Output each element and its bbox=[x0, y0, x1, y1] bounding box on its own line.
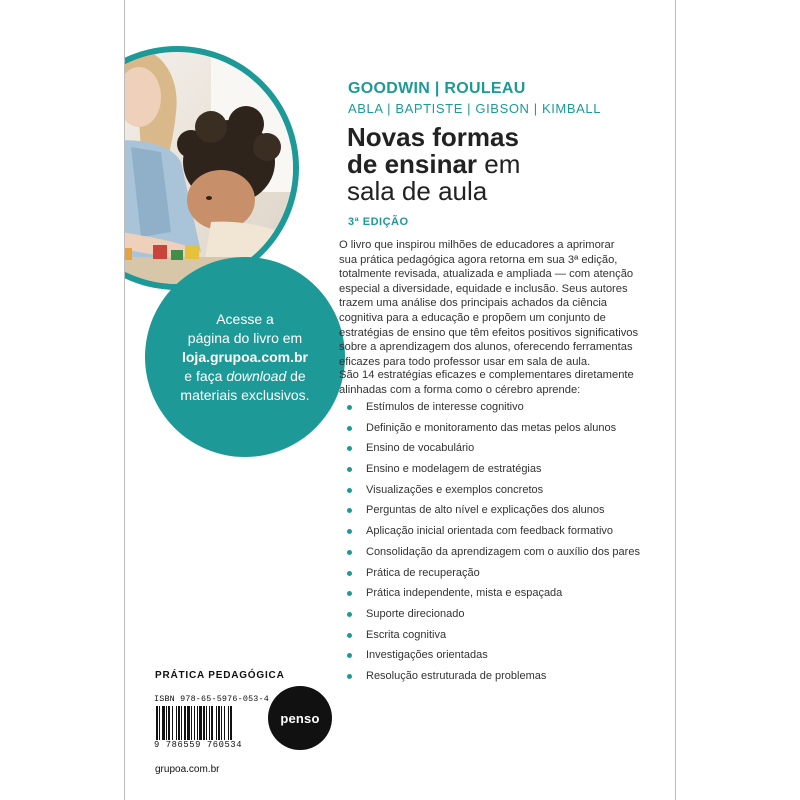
strategy-text: Estímulos de interesse cognitivo bbox=[366, 401, 524, 413]
list-item bbox=[347, 422, 640, 443]
photo-illustration bbox=[124, 52, 293, 284]
title-line-2 bbox=[347, 151, 520, 178]
list-item bbox=[347, 484, 640, 505]
strategy-text: Consolidação da aprendizagem com o auxílio dos pares bbox=[366, 545, 640, 558]
title-line-3: sala de aula bbox=[347, 176, 488, 206]
strategy-text: Definição e monitoramento das metas pelos alunos bbox=[366, 421, 617, 434]
bullet-icon bbox=[347, 446, 352, 451]
bullet-icon bbox=[347, 529, 352, 534]
description-line: especial a diversidade, equidade e inclusão. Seus autores bbox=[339, 282, 628, 295]
strategy-text: Prática independente, mista e espaçada bbox=[366, 587, 563, 600]
edition-label: 3ª EDIÇÃO bbox=[348, 216, 409, 228]
description-line: trazem uma análise dos principais achados da ciência bbox=[339, 297, 608, 310]
bullet-icon bbox=[347, 633, 352, 638]
bullet-icon bbox=[347, 571, 352, 576]
description-line: eficazes para todo professor usar em sala de aula. bbox=[339, 355, 591, 368]
publisher-website[interactable]: grupoa.com.br bbox=[155, 764, 220, 775]
list-item bbox=[347, 525, 640, 546]
promo-line-2: página do livro em bbox=[187, 329, 303, 346]
strategy-text: Escrita cognitiva bbox=[366, 628, 447, 641]
promo-line-1: Acesse a bbox=[216, 310, 274, 327]
strategy-text: Perguntas de alto nível e explicações dos alunos bbox=[366, 504, 605, 517]
list-item bbox=[347, 670, 640, 691]
bullet-icon bbox=[347, 488, 352, 493]
promo-line-4-pre: e faça bbox=[184, 367, 227, 384]
strategy-text: Prática de recuperação bbox=[366, 566, 480, 579]
promo-line-4-post: de bbox=[286, 367, 306, 384]
isbn-text: ISBN 978-65-5976-053-4 bbox=[154, 694, 269, 704]
promo-line-4-italic: download bbox=[226, 367, 287, 384]
description-line: totalmente revisada, atualizada e ampliada — com atenção bbox=[339, 268, 634, 281]
description-line: sobre a aprendizagem dos alunos, oferecendo ferramentas bbox=[339, 341, 633, 354]
bullet-icon bbox=[347, 426, 352, 431]
strategy-text: Investigações orientadas bbox=[366, 649, 488, 662]
photo-frame bbox=[124, 46, 299, 290]
list-item bbox=[347, 649, 640, 670]
barcode-icon bbox=[154, 706, 258, 742]
barcode-number: 9 786559 760534 bbox=[154, 740, 243, 750]
promo-line-5: materiais exclusivos. bbox=[180, 386, 310, 403]
store-link[interactable]: loja.grupoa.com.br bbox=[181, 348, 308, 365]
list-item bbox=[347, 442, 640, 463]
list-item bbox=[347, 546, 640, 567]
list-item bbox=[347, 629, 640, 650]
list-item bbox=[347, 567, 640, 588]
category-label: PRÁTICA PEDAGÓGICA bbox=[155, 670, 285, 681]
strategy-text: Ensino de vocabulário bbox=[366, 442, 475, 455]
co-authors: ABLA | BAPTISTE | GIBSON | KIMBALL bbox=[348, 101, 602, 116]
promo-line-4 bbox=[184, 367, 305, 386]
list-item bbox=[347, 587, 640, 608]
download-promo-circle bbox=[145, 257, 345, 457]
bullet-icon bbox=[347, 674, 352, 679]
description-line: cognitiva para a educação e propõem um conjunto de bbox=[339, 311, 606, 324]
book-title bbox=[347, 124, 520, 205]
strategy-text: Aplicação inicial orientada com feedback formativo bbox=[366, 525, 614, 538]
description-line: estratégias de ensino que têm efeitos positivos significativos bbox=[339, 326, 639, 339]
strategies-list bbox=[347, 401, 640, 691]
teacher-child-photo bbox=[124, 52, 293, 284]
book-back-cover bbox=[124, 0, 676, 800]
intro-line: São 14 estratégias eficazes e complementares diretamente bbox=[339, 369, 634, 381]
list-item bbox=[347, 463, 640, 484]
strategy-text: Ensino e modelagem de estratégias bbox=[366, 463, 542, 476]
bullet-icon bbox=[347, 612, 352, 617]
book-description bbox=[339, 238, 655, 369]
title-line-2-regular: em bbox=[477, 149, 521, 179]
isbn-barcode-block bbox=[154, 694, 269, 760]
description-line: sua prática pedagógica agora retorna em sua 3ª edição, bbox=[339, 253, 618, 266]
description-line: O livro que inspirou milhões de educadores a aprimorar bbox=[339, 239, 615, 251]
penso-logo: penso bbox=[268, 686, 332, 750]
title-line-2-bold: de ensinar bbox=[347, 149, 478, 179]
bullet-icon bbox=[347, 467, 352, 472]
title-line-1: Novas formas bbox=[347, 122, 519, 152]
bullet-icon bbox=[347, 508, 352, 513]
list-item bbox=[347, 504, 640, 525]
main-authors: GOODWIN | ROULEAU bbox=[348, 80, 526, 97]
bullet-icon bbox=[347, 405, 352, 410]
list-item bbox=[347, 401, 640, 422]
bullet-icon bbox=[347, 653, 352, 658]
strategies-intro bbox=[339, 368, 659, 397]
bullet-icon bbox=[347, 550, 352, 555]
strategy-text: Suporte direcionado bbox=[366, 607, 465, 620]
list-item bbox=[347, 608, 640, 629]
bullet-icon bbox=[347, 591, 352, 596]
intro-line: alinhadas com a forma como o cérebro aprende: bbox=[339, 383, 581, 396]
strategy-text: Visualizações e exemplos concretos bbox=[366, 483, 544, 496]
strategy-text: Resolução estruturada de problemas bbox=[366, 669, 547, 682]
